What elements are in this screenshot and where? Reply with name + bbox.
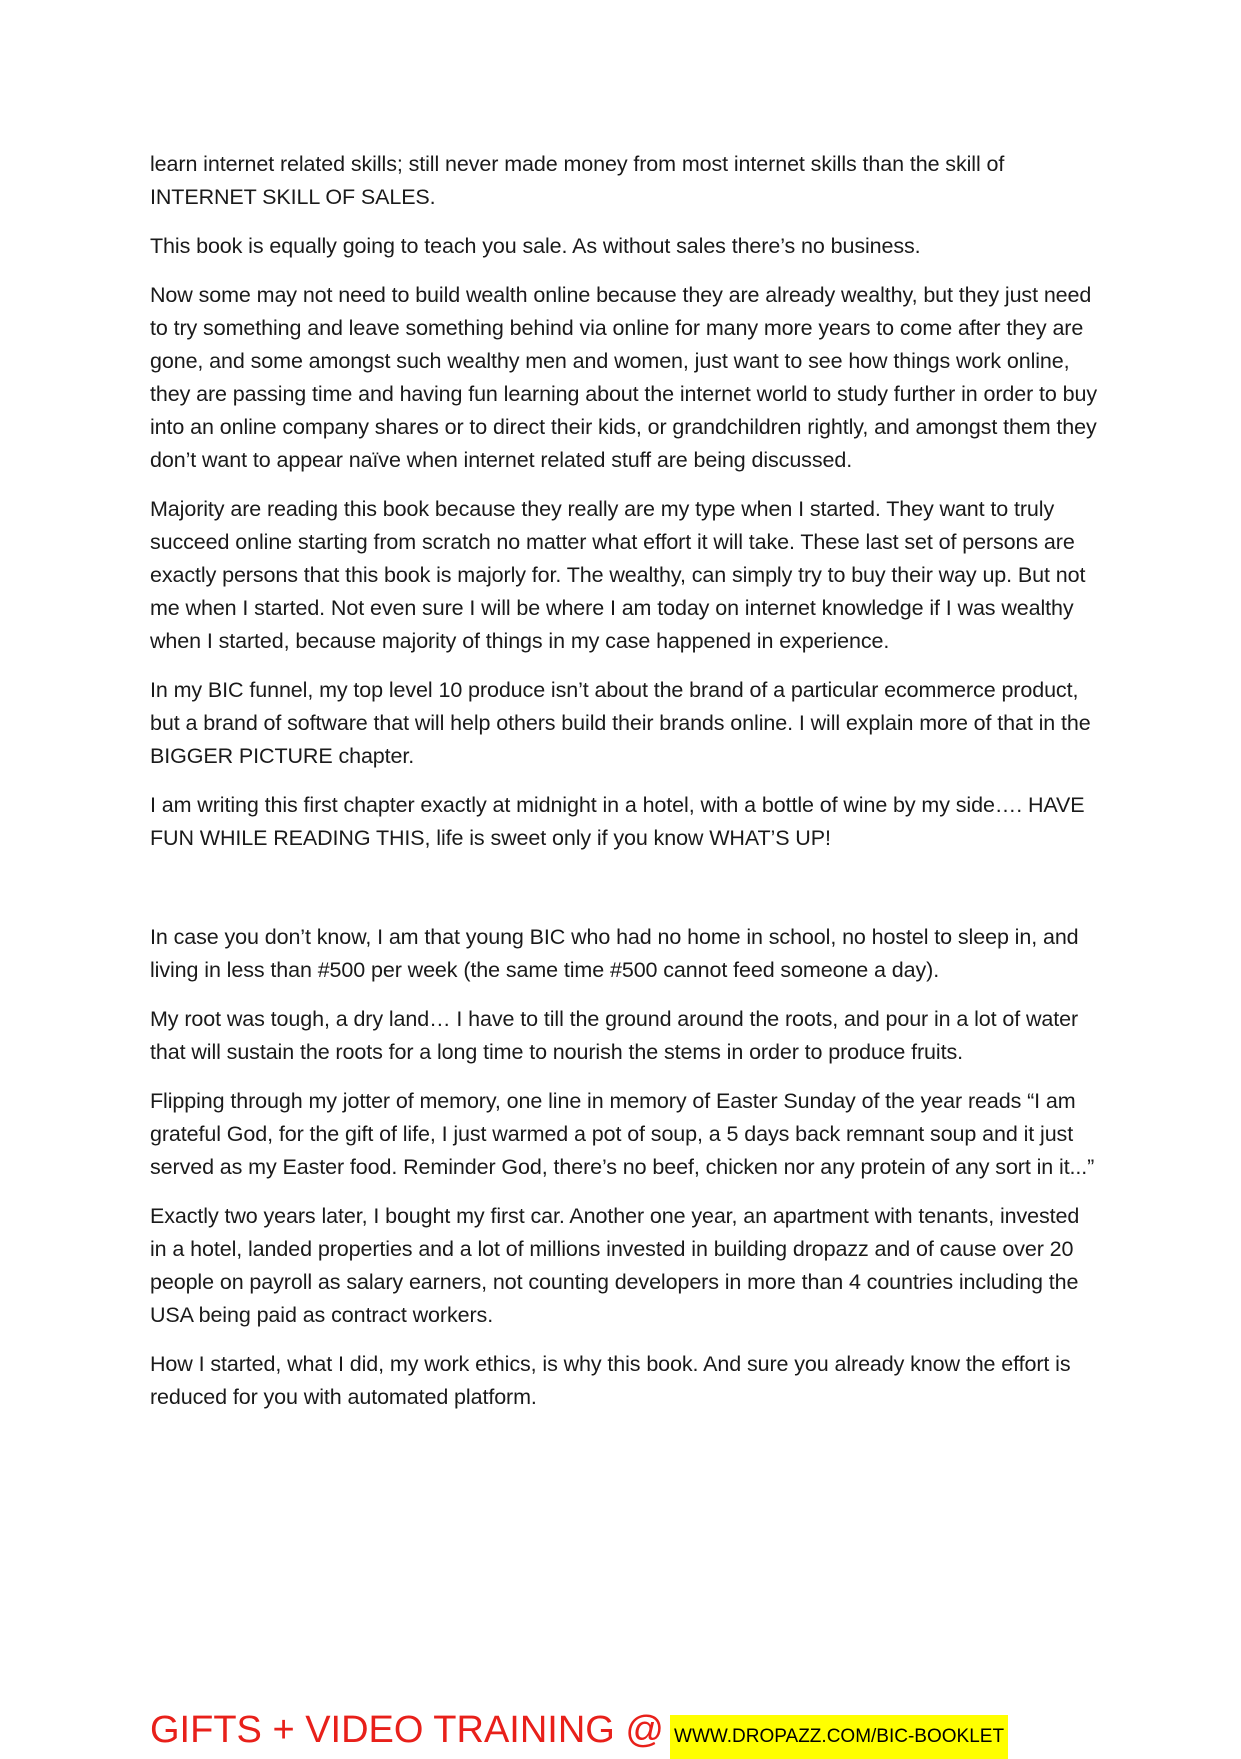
section-spacer <box>150 871 1100 921</box>
footer-cta-text: GIFTS + VIDEO TRAINING @ <box>150 1709 665 1751</box>
booklet-link[interactable]: WWW.DROPAZZ.COM/BIC-BOOKLET <box>670 1715 1008 1759</box>
paragraph-writing-midnight: I am writing this first chapter exactly at midnight in a hotel, with a bottle of wine by my side…. HAVE FUN WHILE READING THIS, life is sweet only if you know WHAT’S UP! <box>150 793 1085 850</box>
paragraph-wealthy-readers: Now some may not need to build wealth online because they are already wealthy, but they just need to try something and leave something behind via online for many more years to come after they are gone, and some amongst such wealthy men and women, just want to see how things work online, they are passing time and having fun learning about the internet world to study further in order to buy into an online company shares or to direct their kids, or grandchildren rightly, and amongst them they don’t want to appear naïve when internet related stuff are being discussed. <box>150 283 1098 472</box>
document-body <box>150 148 1100 1430</box>
paragraph-majority-readers: Majority are reading this book because they really are my type when I started. They want to truly succeed online starting from scratch no matter what effort it will take. These last set of persons are exactly persons that this book is majorly for. The wealthy, can simply try to buy their way up. But not me when I started. Not even sure I will be where I am today on internet knowledge if I was wealthy when I started, because majority of things in my case happened in experience. <box>150 497 1086 653</box>
paragraph-teach-sales: This book is equally going to teach you sale. As without sales there’s no business. <box>150 234 921 258</box>
paragraph-easter-memory: Flipping through my jotter of memory, one line in memory of Easter Sunday of the year reads “I am grateful God, for the gift of life, I just warmed a pot of soup, a 5 days back remnant soup and it just served as my Easter food. Reminder God, there’s no beef, chicken nor any protein of any sort in it...” <box>150 1089 1095 1179</box>
footer-promo <box>150 1708 1008 1759</box>
paragraph-two-years-later: Exactly two years later, I bought my first car. Another one year, an apartment with tenants, invested in a hotel, landed properties and a lot of millions invested in building dropazz and of cause over 20 people on payroll as salary earners, not counting developers in more than 4 countries including the USA being paid as contract workers. <box>150 1204 1080 1327</box>
paragraph-bic-funnel: In my BIC funnel, my top level 10 produce isn’t about the brand of a particular ecommerce product, but a brand of software that will help others build their brands online. I will explain more of that in the BIGGER PICTURE chapter. <box>150 678 1091 768</box>
paragraph-internet-sales: learn internet related skills; still never made money from most internet skills than the skill of INTERNET SKILL OF SALES. <box>150 152 1005 209</box>
paragraph-young-bic: In case you don’t know, I am that young BIC who had no home in school, no hostel to sleep in, and living in less than #500 per week (the same time #500 cannot feed someone a day). <box>150 925 1079 982</box>
paragraph-how-started: How I started, what I did, my work ethics, is why this book. And sure you already know the effort is reduced for you with automated platform. <box>150 1352 1071 1409</box>
paragraph-root-tough: My root was tough, a dry land… I have to till the ground around the roots, and pour in a lot of water that will sustain the roots for a long time to nourish the stems in order to produce fruits. <box>150 1007 1079 1064</box>
